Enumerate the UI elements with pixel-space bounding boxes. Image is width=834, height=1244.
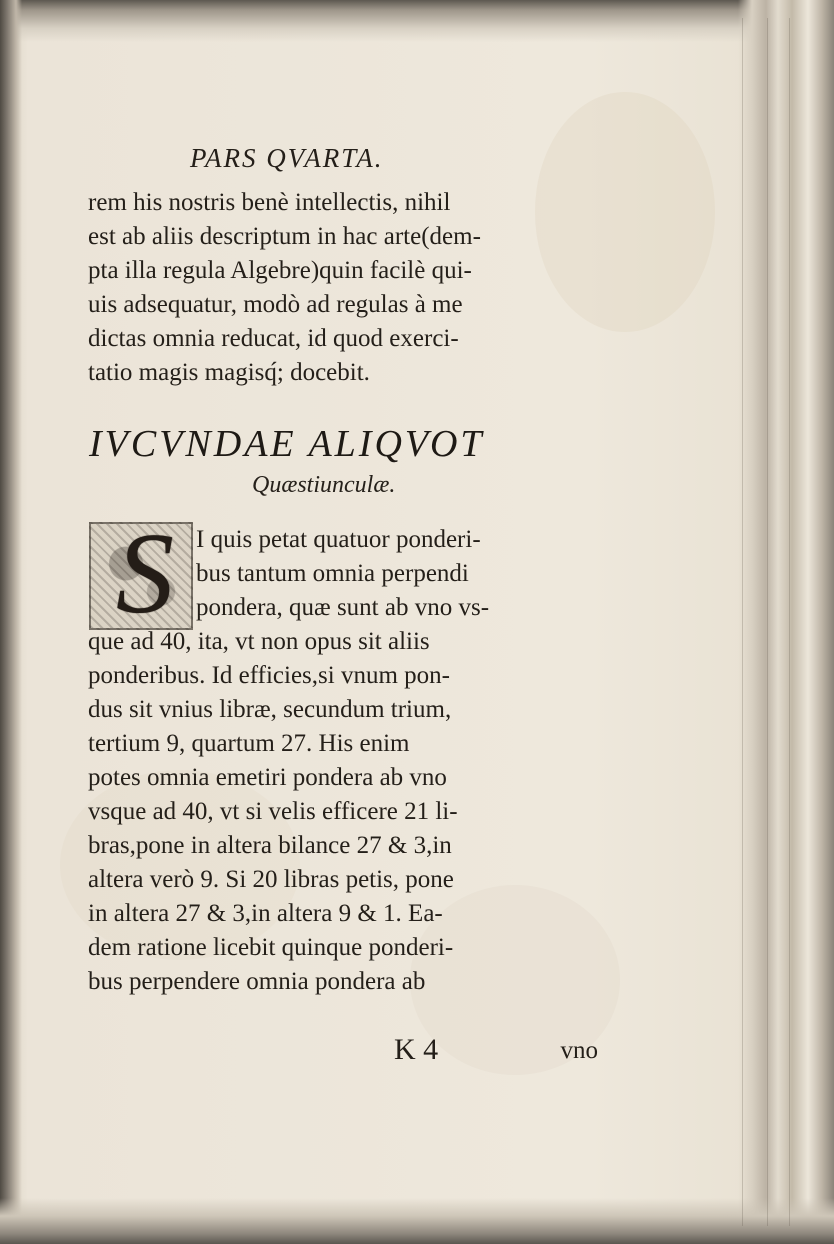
text-line: ponderibus. Id efficies,si vnum pon- [88, 662, 450, 689]
section-title: IVCVNDAE ALIQVOT [89, 423, 485, 465]
main-paragraph [88, 523, 600, 999]
running-head: PARS QVARTA. [190, 143, 384, 173]
text-line: in altera 27 & 3,in altera 9 & 1. Ea- [88, 900, 443, 927]
page-edge-line [742, 18, 743, 1226]
initial-letter: S [116, 522, 174, 630]
text-line: que ad 40, ita, vt non opus sit aliis [88, 628, 430, 655]
right-page-edges [738, 0, 834, 1244]
intro-paragraph [88, 186, 600, 390]
text-line: est ab aliis descriptum in hac arte(dem- [88, 223, 481, 250]
text-line: pondera, quæ sunt ab vno vs- [196, 594, 490, 621]
left-binding-edge [0, 0, 22, 1244]
text-line: potes omnia emetiri pondera ab vno [88, 764, 447, 791]
text-line: bus tantum omnia perpendi [196, 560, 469, 587]
page-edge-line [767, 18, 768, 1226]
text-line: vsque ad 40, vt si velis efficere 21 li- [88, 798, 458, 825]
text-line: dem ratione licebit quinque ponderi- [88, 934, 454, 961]
text-line: pta illa regula Algebre)quin facilè qui- [88, 257, 472, 284]
text-line: dus sit vnius libræ, secundum trium, [88, 696, 452, 723]
text-line: bras,pone in altera bilance 27 & 3,in [88, 832, 452, 859]
catchword: vno [560, 1037, 598, 1064]
section-subtitle: Quæstiunculæ. [252, 472, 396, 498]
signature-mark: K 4 [394, 1033, 439, 1066]
text-line: dictas omnia reducat, id quod exerci- [88, 325, 459, 352]
text-line: tertium 9, quartum 27. His enim [88, 730, 410, 757]
text-line: altera verò 9. Si 20 libras petis, pone [88, 866, 454, 893]
page-footer [88, 1032, 600, 1068]
bottom-shadow [0, 1198, 834, 1244]
text-line: bus perpendere omnia pondera ab [88, 968, 426, 995]
page-edge-line [789, 18, 790, 1226]
text-line: uis adsequatur, modò ad regulas à me [88, 291, 463, 318]
top-shadow [0, 0, 834, 42]
text-line: I quis petat quatuor ponderi- [196, 526, 481, 553]
text-line: tatio magis magisq́; docebit. [88, 359, 370, 386]
text-line: rem his nostris benè intellectis, nihil [88, 189, 451, 216]
